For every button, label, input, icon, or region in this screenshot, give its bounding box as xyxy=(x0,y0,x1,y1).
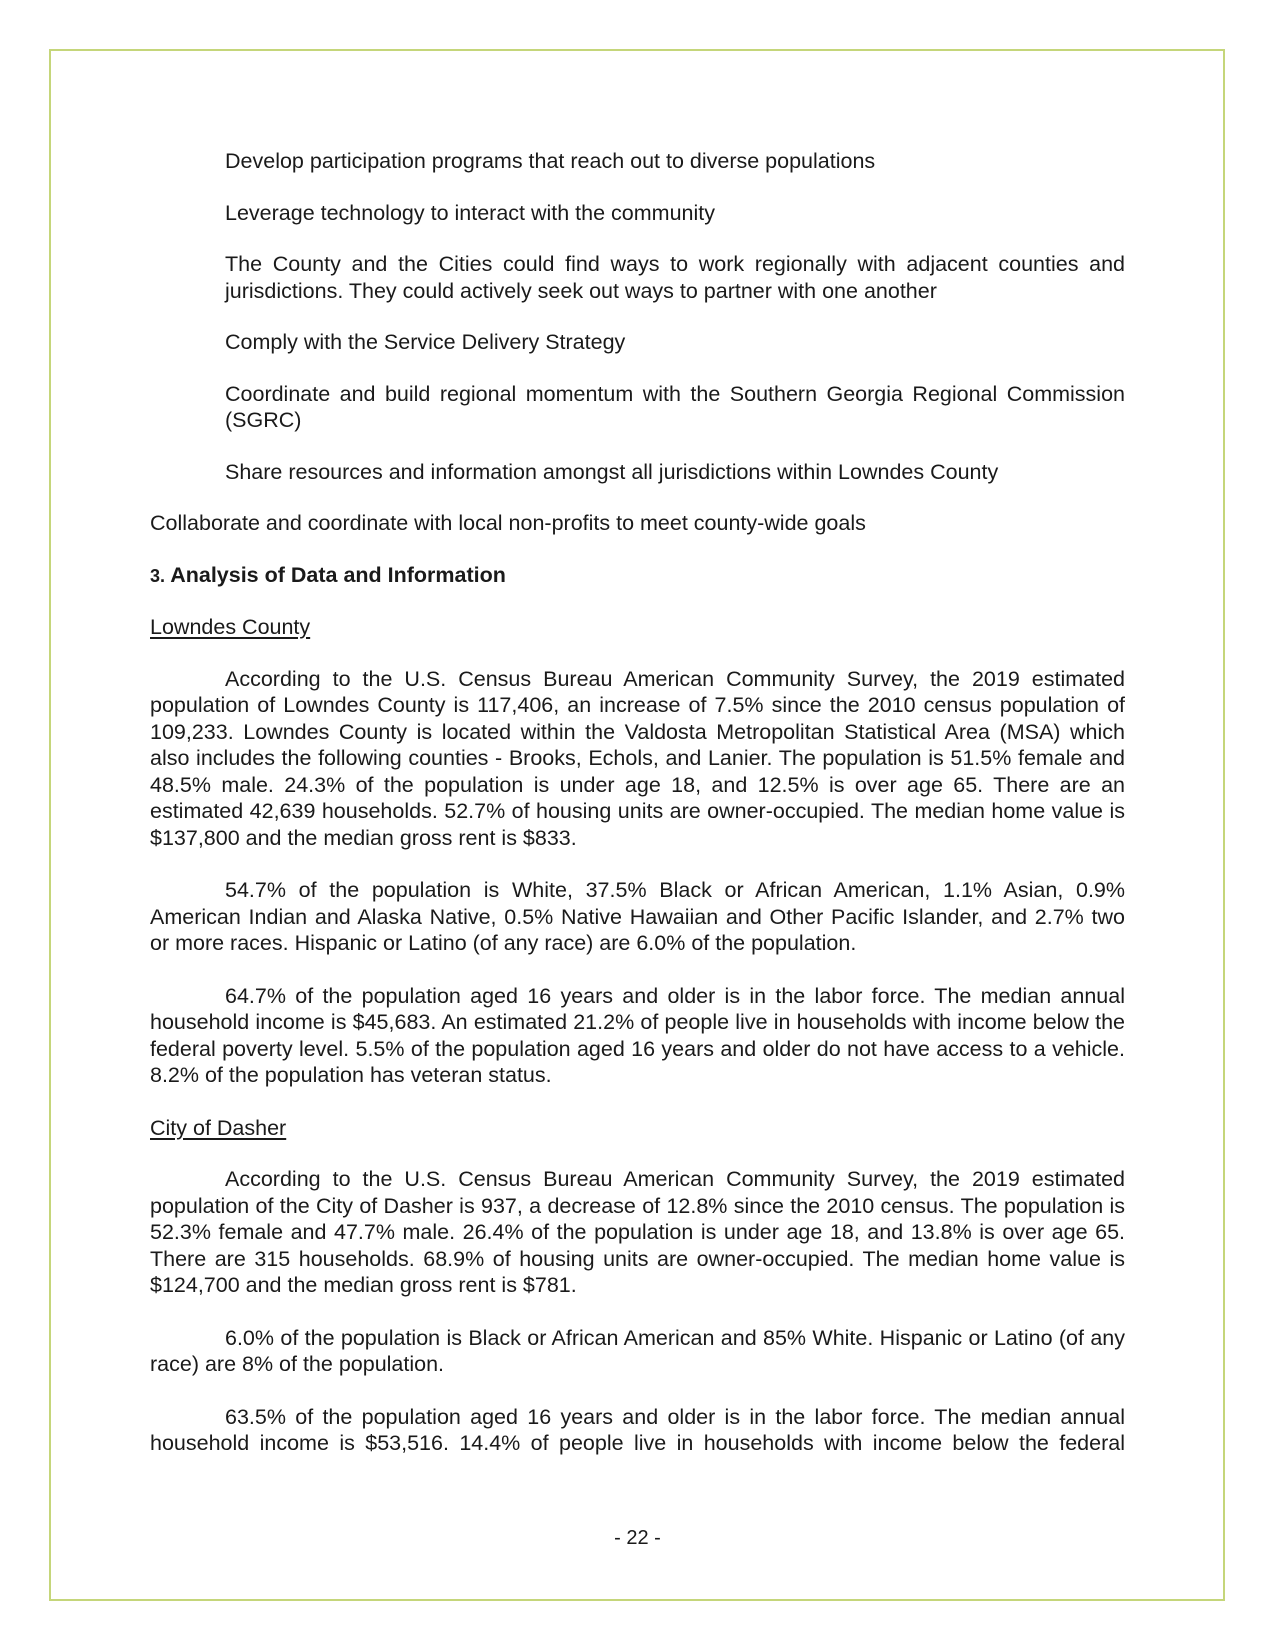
goal-item: Develop participation programs that reach out to diverse populations xyxy=(225,149,876,173)
lowndes-paragraph: 54.7% of the population is White, 37.5% Black or African American, 1.1% Asian, 0.9% American Indian and Alaska Native, 0.5% Native Hawaiian and Other Pacific Islander, and 2.7% two or more races. Hispanic or Latino (of any race) are 6.0% of the population. xyxy=(150,878,1125,955)
collaborate-goal: Collaborate and coordinate with local non-profits to meet county-wide goals xyxy=(150,511,866,535)
dasher-heading: City of Dasher xyxy=(150,1115,287,1140)
goal-item: Share resources and information amongst all jurisdictions within Lowndes County xyxy=(225,459,999,484)
page-number: - 22 - xyxy=(614,1527,661,1549)
dasher-paragraph: 6.0% of the population is Black or African American and 85% White. Hispanic or Latino (of any race) are 8% of the population. xyxy=(150,1325,1125,1376)
lowndes-heading: Lowndes County xyxy=(150,615,311,639)
lowndes-paragraph: According to the U.S. Census Bureau American Community Survey, the 2019 estimated population of Lowndes County is 117,406, an increase of 7.5% since the 2010 census population of 109,233. Lowndes County is located within the Valdosta Metropolitan Statistical Area (MSA) which also includes the following counties - Brooks, Echols, and Lanier. The population is 51.5% female and 48.5% male. 24.3% of the population is under age 18, and 12.5% is over age 65. There are an estimated 42,639 households. 52.7% of housing units are owner-occupied. The median home value is $137,800 and the median gross rent is $833. xyxy=(150,666,1125,850)
section-number: 3. xyxy=(150,565,166,586)
document-body xyxy=(150,148,1125,1457)
lowndes-paragraph: 64.7% of the population aged 16 years and older is in the labor force. The median annual household income is $45,683. An estimated 21.2% of people live in households with income below the federal poverty level. 5.5% of the population aged 16 years and older do not have access to a vehicle. 8.2% of the population has veteran status. xyxy=(150,983,1125,1087)
dasher-paragraph: According to the U.S. Census Bureau American Community Survey, the 2019 estimated population of the City of Dasher is 937, a decrease of 12.8% since the 2010 census. The population is 52.3% female and 47.7% male. 26.4% of the population is under age 18, and 13.8% is over age 65. There are 315 households. 68.9% of housing units are owner-occupied. The median home value is $124,700 and the median gross rent is $781. xyxy=(150,1167,1125,1297)
section-heading xyxy=(150,562,1125,590)
goal-item: The County and the Cities could find ways to work regionally with adjacent counties and jurisdictions. They could actively seek out ways to partner with one another xyxy=(225,252,1125,303)
goal-item: Coordinate and build regional momentum with the Southern Georgia Regional Commission (SGRC) xyxy=(225,381,1125,432)
goal-item: Leverage technology to interact with the community xyxy=(225,200,715,225)
goal-item: Comply with the Service Delivery Strategy xyxy=(225,330,626,354)
dasher-paragraph: 63.5% of the population aged 16 years and older is in the labor force. The median annual household income is $53,516. 14.4% of people live in households with income below the federal xyxy=(150,1404,1125,1455)
section-title: Analysis of Data and Information xyxy=(170,562,506,587)
